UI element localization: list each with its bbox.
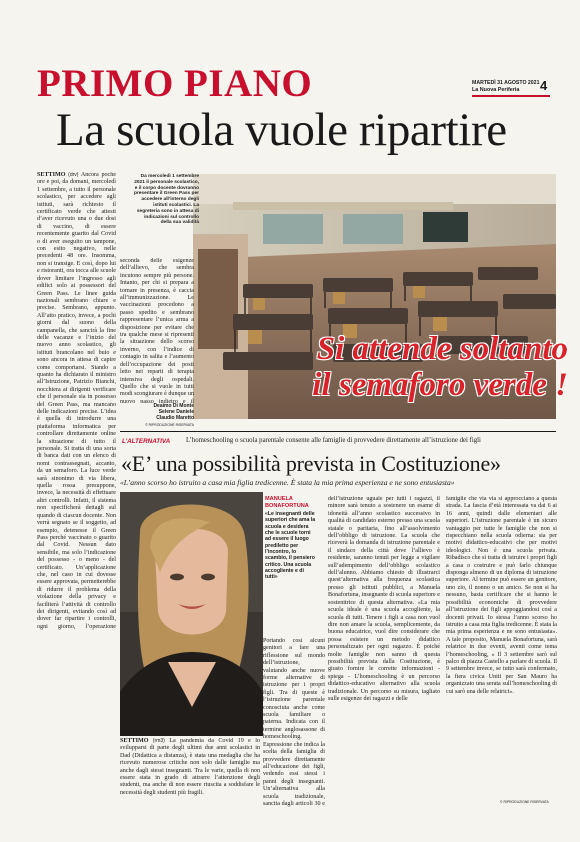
photo-headline xyxy=(238,331,568,403)
article-column-5 xyxy=(328,496,440,808)
section-tag: L’ALTERNATIVA xyxy=(122,438,171,445)
photo-headline-line-2: il semaforo verde ! xyxy=(312,367,568,403)
column-text: famiglie che via via si approcciano a questa strada. La fascia d’età interessata va dai 6 ai 16 anni, quindi dalle elementari alle superiori. L’istruzione parentale è un sicuro vantaggio per tutte le famiglie che non si rispecchiano nella scuola odierna: sia per motivi didattico-educativi che per motivi ideologici. Non è una scuola privata. Ribadisco che si tratta di istruire i propri figli a casa o costruire e può farlo chiunque disponga almeno di un diploma di istruzione superiore. Al termine può essere un genitore, uno zio, il nonno o un amico. Se non si ha nessuno, basta certificare che si hanno le possibilità economiche di provvedere all’istruzione dei figli appoggiandosi così a docenti privati. Io stessa l’anno scorso ho istruito a casa mia figlia tredicenne. È stata la mia prima esperienza e ne sono entusiasta». A tale proposito, Manuela Bonafortuna, sarà relatrice in due eventi, aventi come tema l’homeschooling, « Il 3 settembre sarò sul palco di piazza Castello a parlare di scuola. Il 9 settembre invece, se tutto sarà confermato, la fiera civica Uniti per San Mauro ha organizzato una serata sull’homeschooling di cui sarò una delle relatrici». xyxy=(446,496,557,695)
sub-headline: «E’ una possibilità prevista in Costituzione» xyxy=(121,451,501,476)
byline-3: Claudio Maretto xyxy=(156,415,194,422)
portrait-photo xyxy=(120,492,263,736)
main-headline: La scuola vuole ripartire xyxy=(56,104,507,156)
quote-text: «Le insegnanti delle superiori che ama la scuola e desidera che le scuole torni ad essere il luogo prediletto per l’incontro, lo scambio, il pensiero critico. Una scuola accogliente e di tutti» xyxy=(265,511,316,581)
byline-block xyxy=(120,403,194,428)
deck: «L’anno scorso ho istruito a casa mia figlia tredicenne. È stata la mia prima esperienza e ne sono entusiasta» xyxy=(120,478,455,487)
section-title: PRIMO PIANO xyxy=(37,62,313,105)
article-column-6 xyxy=(446,496,557,800)
photo-caption: Da mercoledì 1 settembre 2021 il personale scolastico, e il corpo docente dovranno presentare il Green Pass per accedere all’interno degli istituti scolastici. La segreteria sono in attesa di indicazioni sul controllo della sua validità xyxy=(133,174,199,226)
byline-2: Selene Daniele xyxy=(158,409,194,416)
article-column-2-text xyxy=(120,258,194,403)
photo-headline-line-1: Si attende soltanto xyxy=(316,331,568,367)
section-divider xyxy=(120,431,556,432)
column-text: dell’istruzione uguale per tutti i ragazzi, il minore sarà tenuto a sostenere un esame di idoneità all’anno scolastico successivo in qualità di candidato esterno presso una scuola statale o paritaria, fino all’assolvimento dell’obbligo di istruzione. La scuola che riceverà la domanda di istruzione parentale e il sindaco della città dove l’allievo è residente, saranno tenuti per legge a vigilare sull’adempimento dell’obbligo scolastico dell’alunno. Abbiamo chiesto di illustrarci quest’alternativa alla frequenza scolastica presso gli istituti pubblici, a Manuela Bonafortuna, insegnante di scuola superiore e sostenitrice di questa alternativa. «La mia scuola ideale è una scuola accogliente, la scuola di tutti. Tenere i figli a casa non vuol dire non amare la scuola, semplicemente, da buona educatrice, vuol dire considerare che possa esistere un metodo didattico personalizzato per ogni ragazzo. È poiché molte famiglie non sanno di questa possibilità prevista dalla Costituzione, è giusto fornire le corrette informazioni - spiega - L’homeschooling è un percorso didattico-educativo alternativo alla scuola tradizionale. Un percorso su misura, tagliato sulle esigenze dei ragazzi e delle xyxy=(328,496,440,702)
kicker: L’homeschooling o scuola parentale consente alle famiglie di provvedere direttamente all’istruzione dei figli xyxy=(186,437,481,444)
date-line: MARTEDÌ 31 AGOSTO 2021 xyxy=(472,80,540,86)
quote-name: MANUELA BONAFORTUNA xyxy=(265,496,309,509)
copyright: © RIPRODUZIONE RISERVATA xyxy=(145,422,194,427)
page-number: 4 xyxy=(540,78,548,93)
section-header xyxy=(37,64,417,104)
column-text: Ancora poche ore e poi, da domani, mercoledì 1 settembre, a tutto il personale scolastico, per accedere agli istituti, sarà richiesto il certificato verde che attesti d’aver ricevuto una o due dosi di vaccino, di essere recentemente guarito dal Covid o di aver eseguito un tampone, con esito negativo, nelle precedenti 48 ore. Insomma, non si transige. E così, dopo lui e ristoranti, ora tocca alle scuole dover limitare l’ingresso agli edifici solo ai possessori del Green Pass. Le linee guida nazionali sembrano chiare e precise. Sembrano, appunto. All’atto pratico, invece, a pochi giorni dal suono della campanella, che sancirà la fine delle vacanze e l’inizio del nuovo anno scolastico, gli istituti brancolano nel buio e sono ancora in attesa di capire come comportarsi. Stando a quanto ha dichiarato il ministro all’Istruzione, Patrizio Bianchi, nocchiera ai dirigenti verificare che il personale sia in possesso del Green Pass, ma mancano delle indicazioni precise. L’idea è quella di introdurre una piattaforma informatica per controllare direttamente online la situazione di tutto il personale. Si tratta di una sorta di banca dati con un elenco di nomi contrassegnati, accanto, da un semaforo. La luce verde sarà sinonimo di via libera, quella rossa presuppone, invece, la necessità di effettuare altri controlli. Infatti, il sistema non specificherà dettagli sul quando di ciascun docente. Non verrà segnato se il soggetto, ad esempio, detenesse il Green Pass perché vaccinato o guarito dal Covid. Nessun dato sensibile, ma solo l’indicazione del possesso - o meno - del certificato. Un’applicazione che, nel caso in cui dovesse essere approvata, permetterebbe di ridurre il problema della violazione della privacy e faciliterà l’attività di controllo dei dirigenti, evitando così ad dover far ripartire i controlli, ogni giorno, l’operazione xyxy=(37,172,116,630)
byline-1: Deaimo Di Monte xyxy=(153,403,194,409)
column-text: La pandemia da Covid 19 e lo svilupparsi di parte degli ultimi due anni scolastici in Dad (Didattica a distanza), è stata una medaglia che ha ricevuto numerose critiche non solo dalle famiglie ma anche dagli stessi insegnanti. Tra le varie, quella di non essere stata in grado di attrarre l’attenzione degli studenti, ma anche di non essere riuscita a soddisfare le necessità degli studenti più fragili. xyxy=(120,738,260,796)
header-rule xyxy=(472,95,550,97)
dateline: SETTIMO xyxy=(37,172,66,178)
paper-name: La Nuova Periferia xyxy=(472,87,520,93)
quote-box xyxy=(265,496,318,580)
column-text: seconda delle esigenze dell’allievo, che sembra incutono sempre più persone. Intanto, per chi si prepara a tornare in presenza, è caccia all’immunizzazione. Le vaccinazioni procedono a passo spedito e sembrano rappresentare l’unica arma a disposizione per evitare che tra qualche mese si ripresenti la situazione dello scorso inverno, con l’indice di contagio in salita e l’aumento dell’occupazione dei posti letto nei reparti di terapia intensiva degli ospedali. Quello che si vuole in tutti modi scongiurare è dunque un nuovo passo indietro e il xyxy=(120,258,194,403)
article-column-3: SETTIMO (rm3) La pandemia da Covid 19 e lo svilupparsi di parte degli ultimi due anni scolastici in Dad (Didattica a distanza), è stata una medaglia che ha ricevuto numerose critiche non solo dalle famiglie ma anche dagli stessi insegnanti. Tra le varie, quella di non essere stata in grado di attrarre l’attenzione degli studenti, ma anche di non essere riuscita a soddisfare le necessità degli studenti più fragili. xyxy=(120,738,260,796)
copyright-2: © RIPRODUZIONE RISERVATA xyxy=(500,800,549,804)
portrait-illustration xyxy=(120,492,263,736)
dateline-2: SETTIMO xyxy=(120,738,149,744)
article-column-1: SETTIMO (drv) Ancora poche ore e poi, da domani, mercoledì 1 settembre, a tutto il personale scolastico, per accedere agli istituti, sarà richiesto il certificato verde che attesti d’aver ricevuto una o due dosi di vaccino, di essere recentemente guarito dal Covid o di aver eseguito un tampone, con esito negativo, nelle precedenti 48 ore. Insomma, non si transige. E così, dopo lui e ristoranti, ora tocca alle scuole dover limitare l’ingresso agli edifici solo ai possessori del Green Pass. Le linee guida nazionali sembrano chiare e precise. Sembrano, appunto. All’atto pratico, invece, a pochi giorni dal suono della campanella, che sancirà la fine delle vacanze e l’inizio del nuovo anno scolastico, gli istituti brancolano nel buio e sono ancora in attesa di capire come comportarsi. Stando a quanto ha dichiarato il ministro all’Istruzione, Patrizio Bianchi, nocchiera ai dirigenti verificare che il personale sia in possesso del Green Pass, ma mancano delle indicazioni precise. L’idea è quella di introdurre una piattaforma informatica per controllare direttamente online la situazione di tutto il personale. Si tratta di una sorta di banca dati con un elenco di nomi contrassegnati, accanto, da un semaforo. La luce verde sarà sinonimo di via libera, quella rossa presuppone, invece, la necessità di effettuare altri controlli. Infatti, il sistema non specificherà dettagli sul quando di ciascun docente. Non verrà segnato se il soggetto, ad esempio, detenesse il Green Pass perché vaccinato o guarito dal Covid. Nessun dato sensibile, ma solo l’indicazione del possesso - o meno - del certificato. Un’applicazione che, nel caso in cui dovesse essere approvata, permetterebbe di ridurre il problema della violazione della privacy e faciliterà l’attività di controllo dei dirigenti, evitando così ad dover far ripartire i controlli, ogni giorno, l’operazione xyxy=(37,172,116,630)
column-text: Portando così alcuni genitori a fare una riflessione sul mondo dell’istruzione, valutando anche nuove forme alternative di istruzione per i propri figli. Tra di queste è l’istruzione parentale conosciuta anche come scuola familiare o paterna. Indicata con il termine anglosassone di homeschooling. Espressione che indica la scelta della famiglia di provvedere direttamente all’educazione dei figli, vedendo essi stessi i panni degli insegnanti. Un’alternativa alla scuola tradizionale, sancita dagli articoli 30 e xyxy=(263,638,325,807)
article-column-4 xyxy=(263,638,325,808)
